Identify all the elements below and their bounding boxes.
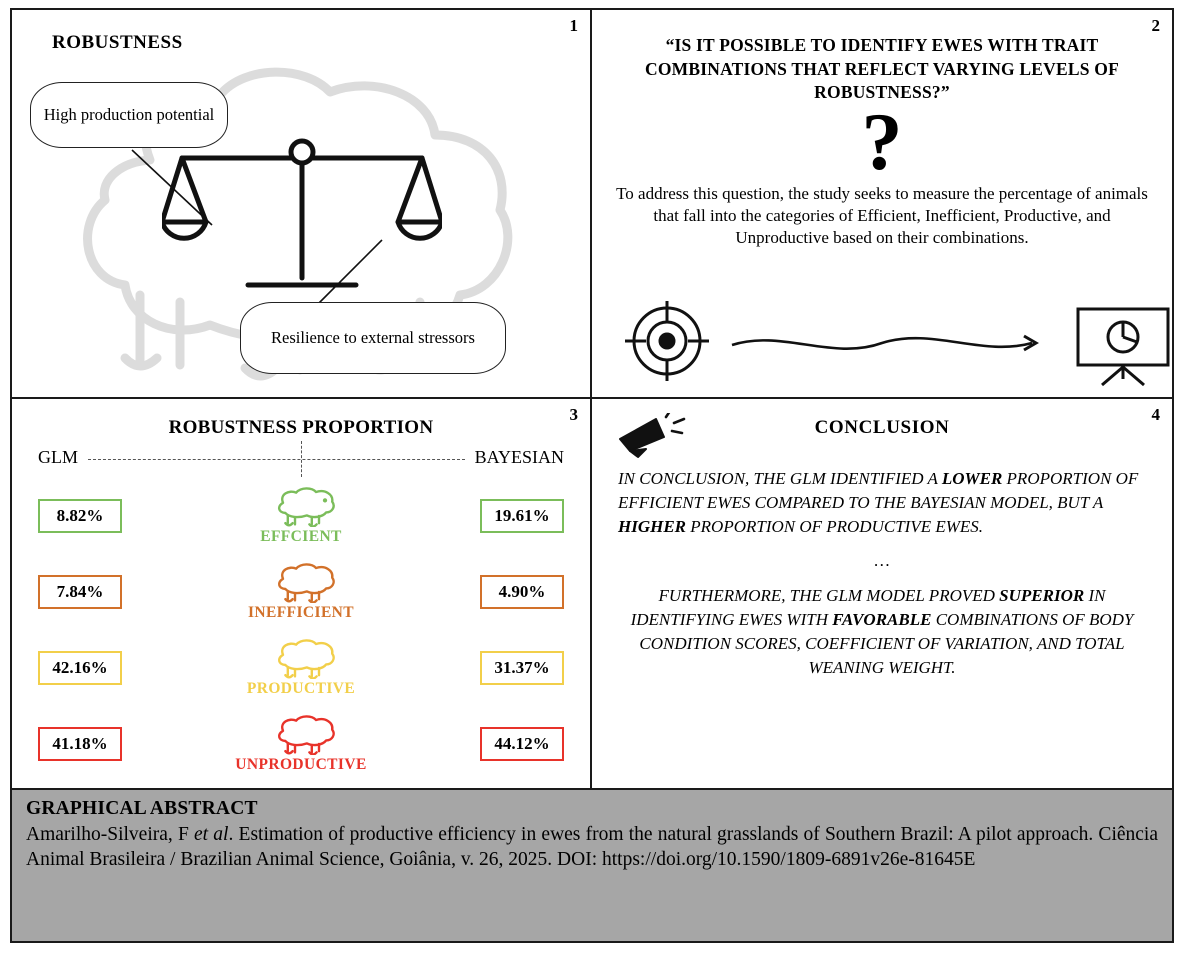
q3-title: ROBUSTNESS PROPORTION (168, 417, 434, 438)
sheep-icon (265, 715, 337, 755)
q1-title: ROBUSTNESS (52, 32, 183, 53)
abstract-frame (10, 8, 1174, 943)
q4-title: CONCLUSION (814, 417, 950, 438)
sheep-icon (265, 487, 337, 527)
q2-icon-row (592, 299, 1172, 389)
value-bayesian-inefficient: 4.90% (480, 575, 564, 609)
q4-paragraph-2 (618, 584, 1146, 681)
caption-etal: et al (194, 824, 229, 845)
value-glm-inefficient: 7.84% (38, 575, 122, 609)
header-glm: GLM (38, 447, 78, 467)
value-bayesian-unproductive: 44.12% (480, 727, 564, 761)
caption-title: GRAPHICAL ABSTRACT (26, 798, 258, 819)
header-bayesian: BAYESIAN (474, 447, 564, 467)
bubble-high-production-text: High production potential (43, 104, 215, 124)
category-label-productive: PRODUCTIVE (246, 679, 356, 697)
quadrant-conclusion (592, 399, 1172, 788)
q4-p1-part3: PROPORTION OF PRODUCTIVE EWES. (686, 517, 984, 537)
table-row (12, 554, 590, 630)
sheep-icon (265, 639, 337, 679)
sheep-icon (265, 563, 337, 603)
q4-p2-part1: FURTHERMORE, THE GLM MODEL PROVED (658, 585, 1000, 605)
bubble-resilience (240, 302, 506, 374)
quadrant-number-4: 4 (1151, 405, 1160, 424)
quadrant-grid (12, 10, 1172, 788)
q4-p2-bold2: FAVORABLE (832, 609, 932, 629)
q4-p2-part2: IN IDENTIFYING EWES WITH (630, 585, 1106, 629)
bubble-resilience-text: Resilience to external stressors (271, 327, 475, 347)
row-center-efficient (122, 487, 480, 546)
question-mark-icon: ? (861, 95, 903, 187)
table-row (12, 630, 590, 706)
q4-paragraph-1 (618, 467, 1146, 539)
value-glm-efficient: 8.82% (38, 499, 122, 533)
megaphone-icon (616, 413, 694, 459)
q2-body-text: To address this question, the study seeks to measure the percentage of animals that fall into the categories of Efficient, Inefficient, Productive, and Unproductive based on their combinations. (616, 183, 1148, 247)
category-label-inefficient: INEFFICIENT (247, 603, 355, 621)
q4-p1-part2: PROPORTION OF EFFICIENT EWES COMPARED TO THE BAYESIAN MODEL, BUT A (618, 469, 1139, 513)
q4-header (592, 417, 1172, 439)
category-label-unproductive: UNPRODUCTIVE (235, 755, 367, 773)
bubble-high-production (30, 82, 228, 148)
caption-bar (12, 788, 1172, 941)
q4-p2-part3: COMBINATIONS OF BODY CONDITION SCORES, COEFFICIENT OF VARIATION, AND TOTAL WEANING WEIGHT. (639, 609, 1134, 677)
row-center-inefficient (122, 563, 480, 622)
q4-p1-bold1: LOWER (941, 469, 1003, 488)
value-bayesian-productive: 31.37% (480, 651, 564, 685)
quadrant-number-3: 3 (569, 405, 578, 424)
arrow-icon (732, 336, 1036, 350)
caption-body (26, 822, 1158, 873)
q4-p1-bold2: HIGHER (618, 517, 687, 537)
quadrant-robustness (12, 10, 592, 399)
value-glm-productive: 42.16% (38, 651, 122, 685)
header-divider (88, 459, 465, 460)
q2-question-quote: “IS IT POSSIBLE TO IDENTIFY EWES WITH TRAIT COMBINATIONS THAT REFLECT VARYING LEVELS OF ROBUSTNESS?” (645, 35, 1119, 103)
target-icon (625, 301, 709, 381)
quadrant-number-2: 2 (1151, 16, 1160, 35)
proportion-rows (12, 478, 590, 782)
balance-scale-icon (162, 120, 442, 330)
table-row (12, 478, 590, 554)
quadrant-number-1: 1 (569, 16, 578, 35)
q4-p2-bold1: SUPERIOR (999, 585, 1085, 605)
category-label-efficient: EFFCIENT (260, 527, 342, 545)
caption-authors: Amarilho-Silveira, F (26, 824, 194, 845)
value-bayesian-efficient: 19.61% (480, 499, 564, 533)
caption-reference: . Estimation of productive efficiency in ewes from the natural grasslands of Southern Brazil: A pilot approach. Ciência Animal Brasileira / Brazilian Animal Science, Goiânia, v. 26, 2025. DOI: https://doi.org/10.1590/1809-6891v26e-81645E (26, 824, 1158, 871)
q4-p1-part1: IN CONCLUSION, THE GLM IDENTIFIED A (618, 469, 942, 488)
table-row (12, 706, 590, 782)
vertical-divider (301, 441, 302, 477)
presentation-chart-icon (1078, 309, 1168, 385)
q4-separator: … (874, 551, 890, 571)
row-center-unproductive (122, 715, 480, 774)
quadrant-question (592, 10, 1172, 399)
value-glm-unproductive: 41.18% (38, 727, 122, 761)
row-center-productive (122, 639, 480, 698)
quadrant-proportion (12, 399, 592, 788)
